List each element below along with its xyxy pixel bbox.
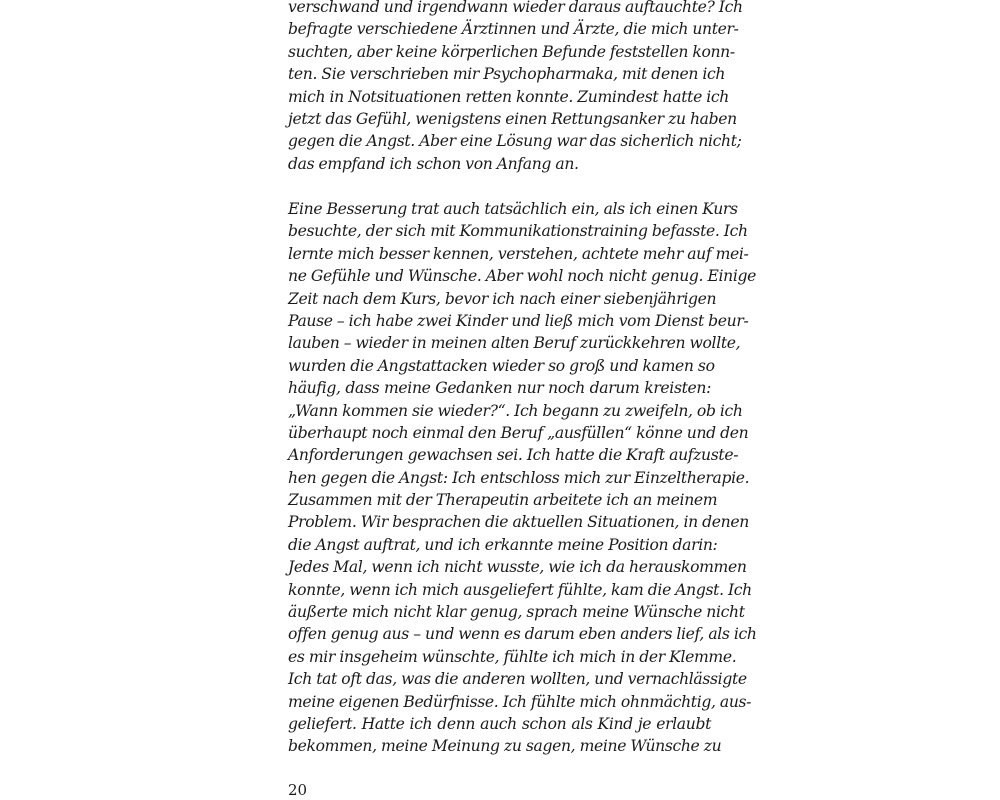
text-line: Zusammen mit der Therapeutin arbeitete ich an meinem bbox=[288, 491, 718, 510]
text-line: bekommen, meine Meinung zu sagen, meine Wünsche zu bbox=[288, 737, 722, 756]
text-line: Zeit nach dem Kurs, bevor ich nach einer siebenjährigen bbox=[288, 289, 717, 308]
text-line: häufig, dass meine Gedanken nur noch darum kreisten: bbox=[288, 379, 711, 398]
text-line: ne Gefühle und Wünsche. Aber wohl noch nicht genug. Einige bbox=[288, 267, 756, 286]
text-line: befragte verschiedene Ärztinnen und Ärzte, die mich unter- bbox=[288, 20, 739, 39]
text-line: es mir insgeheim wünschte, fühlte ich mich in der Klemme. bbox=[288, 647, 737, 666]
text-line: verschwand und irgendwann wieder daraus auftauchte? Ich bbox=[288, 0, 743, 16]
text-line: hen gegen die Angst: Ich entschloss mich zur Einzeltherapie. bbox=[288, 468, 750, 487]
paragraph-2 bbox=[288, 198, 757, 758]
text-line: meine eigenen Bedürfnisse. Ich fühlte mich ohnmächtig, aus- bbox=[288, 692, 752, 711]
text-line: das empfand ich schon von Anfang an. bbox=[288, 154, 579, 173]
text-line: „Wann kommen sie wieder?“. Ich begann zu zweifeln, ob ich bbox=[288, 401, 743, 420]
text-line: offen genug aus – und wenn es darum eben anders lief, als ich bbox=[288, 625, 757, 644]
text-line: Eine Besserung trat auch tatsächlich ein, als ich einen Kurs bbox=[288, 200, 738, 218]
text-line: Jedes Mal, wenn ich nicht wusste, wie ich da herauskommen bbox=[288, 558, 747, 577]
text-line: gegen die Angst. Aber eine Lösung war das sicherlich nicht; bbox=[288, 132, 742, 151]
text-line: äußerte mich nicht klar genug, sprach meine Wünsche nicht bbox=[288, 603, 745, 622]
text-line: jetzt das Gefühl, wenigstens einen Rettungsanker zu haben bbox=[288, 109, 737, 128]
text-line: ten. Sie verschrieben mir Psychopharmaka, mit denen ich bbox=[288, 65, 726, 84]
text-line: mich in Notsituationen retten konnte. Zumindest hatte ich bbox=[288, 87, 729, 106]
text-line: überhaupt noch einmal den Beruf „ausfüllen“ könne und den bbox=[288, 423, 749, 442]
text-line: die Angst auftrat, und ich erkannte meine Position darin: bbox=[288, 535, 718, 554]
text-line: lernte mich besser kennen, verstehen, achtete mehr auf mei- bbox=[288, 244, 749, 263]
page-number: 20 bbox=[288, 781, 308, 799]
text-line: Anforderungen gewachsen sei. Ich hatte die Kraft aufzuste- bbox=[288, 446, 739, 465]
text-line: Problem. Wir besprachen die aktuellen Situationen, in denen bbox=[288, 513, 749, 532]
paragraph-1 bbox=[288, 0, 743, 175]
text-line: lauben – wieder in meinen alten Beruf zurückkehren wollte, bbox=[288, 334, 741, 353]
text-line: besuchte, der sich mit Kommunikationstraining befasste. Ich bbox=[288, 222, 748, 241]
text-line: konnte, wenn ich mich ausgeliefert fühlte, kam die Angst. Ich bbox=[288, 580, 752, 599]
text-line: suchten, aber keine körperlichen Befunde feststellen konn- bbox=[288, 42, 735, 61]
text-line: wurden die Angstattacken wieder so groß und kamen so bbox=[288, 356, 715, 375]
text-line: Ich tat oft das, was die anderen wollten, und vernachlässigte bbox=[288, 670, 747, 689]
text-line: geliefert. Hatte ich denn auch schon als Kind je erlaubt bbox=[288, 714, 711, 733]
text-line: Pause – ich habe zwei Kinder und ließ mich vom Dienst beur- bbox=[288, 311, 749, 330]
